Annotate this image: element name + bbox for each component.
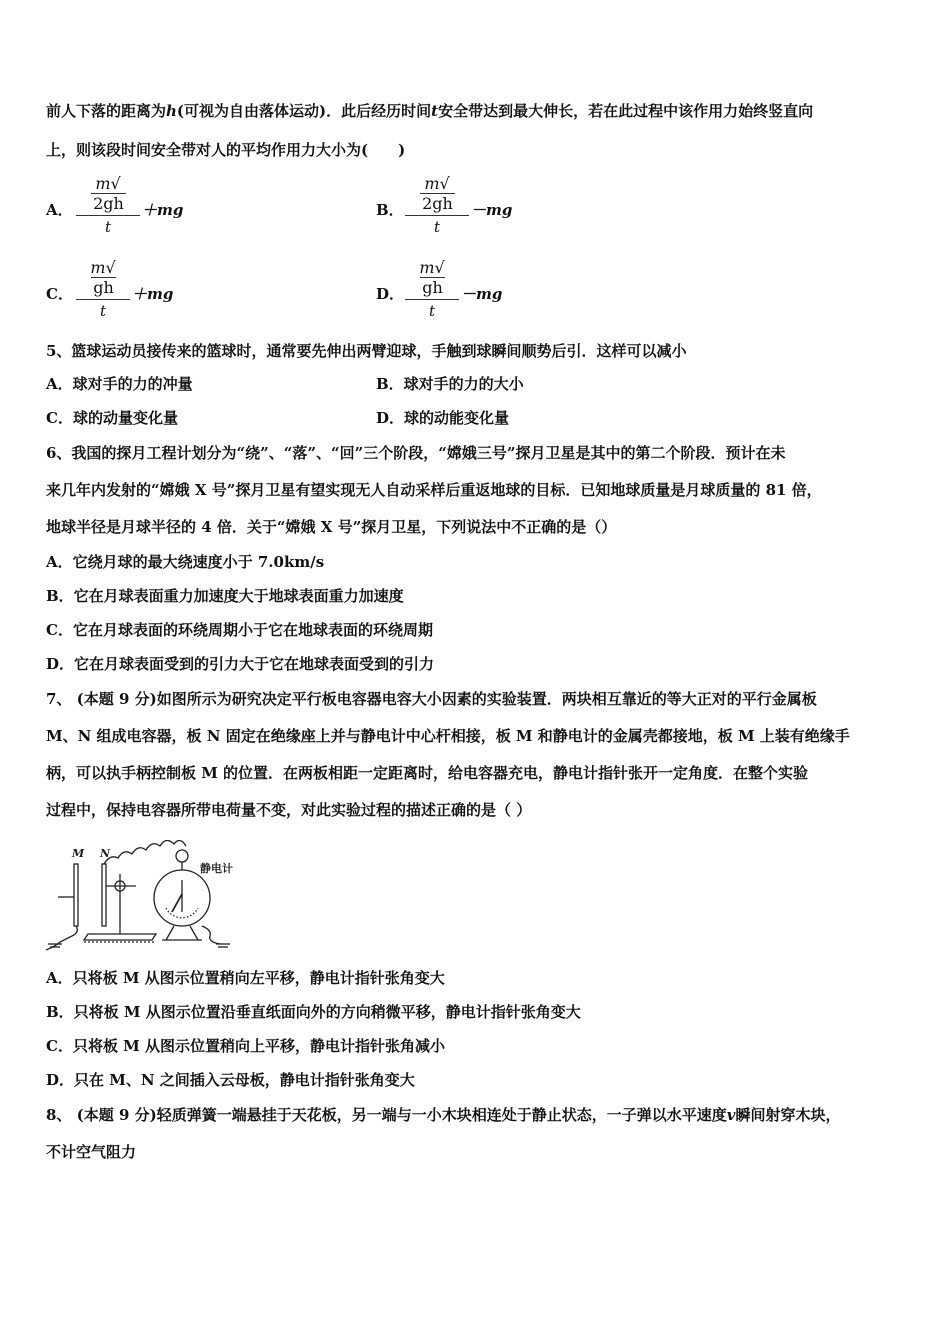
fraction-denominator: t: [99, 302, 107, 320]
q4-text: 安全带达到最大伸长，若在此过程中该作用力始终竖直向: [438, 102, 814, 120]
q7-stem-line-2: M、N 组成电容器，板 N 固定在绝缘座上并与静电计中心杆相接，板 M 和静电计的金属壳都接地，板 M 上装有绝缘手: [46, 727, 850, 745]
radicand: 2gh: [93, 194, 124, 213]
q7-option-d: D．只在 M、N 之间插入云母板，静电计指针张角变大: [46, 1071, 415, 1089]
q7-option-b: B．只将板 M 从图示位置沿垂直纸面向外的方向稍微平移，静电计指针张角变大: [46, 1003, 581, 1021]
radicand: gh: [422, 278, 443, 297]
fraction-numerator: m√2gh: [405, 174, 469, 216]
var-m: m: [95, 174, 111, 193]
q5-option-a: A．球对手的力的冲量: [46, 375, 193, 393]
fraction-denominator: t: [104, 218, 112, 236]
q4-option-d-tail: －mg: [461, 285, 503, 303]
q5-option-c: C．球的动量变化量: [46, 409, 178, 427]
fraction-numerator: m√2gh: [76, 174, 140, 216]
q4-stem-line-2: 上，则该段时间安全带对人的平均作用力大小为( ): [46, 141, 406, 159]
var-m: m: [419, 258, 435, 277]
fig-label-meter: 静电计: [200, 862, 233, 875]
electrometer-figure: [44, 840, 244, 952]
q8-var-v: v: [726, 1106, 736, 1124]
q6-option-a: A．它绕月球的最大绕速度小于 7.0km/s: [46, 553, 325, 571]
q4-option-c-tail: ＋mg: [132, 285, 174, 303]
q8-stem-line-1: [46, 1105, 840, 1125]
fraction-numerator: m√gh: [405, 258, 459, 300]
q5-option-b: B．球对手的力的大小: [376, 375, 524, 393]
fig-label-n: N: [100, 847, 111, 860]
radicand: 2gh: [422, 194, 453, 213]
fraction-denominator: t: [433, 218, 441, 236]
q6-stem-line-1: 6、我国的探月工程计划分为“绕”、“落”、“回”三个阶段，“嫦娥三号”探月卫星是其中的第二个阶段．预计在未: [46, 444, 786, 462]
q7-option-c: C．只将板 M 从图示位置稍向上平移，静电计指针张角减小: [46, 1037, 445, 1055]
plate-n: [102, 864, 106, 926]
var-m: m: [424, 174, 440, 193]
q7-stem-line-4: 过程中，保持电容器所带电荷量不变，对此实验过程的描述正确的是（ ）: [46, 801, 532, 819]
q7-option-a: A．只将板 M 从图示位置稍向左平移，静电计指针张角变大: [46, 969, 445, 987]
ground-wire-meter: [202, 926, 220, 944]
q4-option-b-fraction: [405, 174, 469, 236]
q5-stem: 5、篮球运动员接传来的篮球时，通常要先伸出两臂迎球，手触到球瞬间顺势后引．这样可以减小: [46, 342, 687, 360]
electrometer-knob: [176, 850, 188, 862]
fraction-numerator: m√gh: [76, 258, 130, 300]
q4-option-d-fraction: [405, 258, 459, 320]
q8-text: 瞬间射穿木块，: [735, 1106, 841, 1124]
q4-option-c-label: C．: [46, 285, 73, 303]
radicand: gh: [93, 278, 114, 297]
q4-option-b-tail: －mg: [471, 201, 513, 219]
coiled-wire: [104, 840, 186, 864]
q5-option-d: D．球的动能变化量: [376, 409, 510, 427]
q4-text: 前人下落的距离为: [46, 102, 167, 120]
q6-option-c: C．它在月球表面的环绕周期小于它在地球表面的环绕周期: [46, 621, 433, 639]
q4-var-h: h: [166, 102, 177, 120]
var-m: m: [90, 258, 106, 277]
plate-m: [74, 864, 78, 926]
q6-stem-line-2: 来几年内发射的“嫦娥 X 号”探月卫星有望实现无人自动采样后重返地球的目标．已知地球质量是月球质量的 81 倍，: [46, 481, 822, 499]
q7-stem-line-1: 7、 (本题 9 分)如图所示为研究决定平行板电容器电容大小因素的实验装置．两块相互靠近的等大正对的平行金属板: [46, 690, 817, 708]
q6-stem-line-3: 地球半径是月球半径的 4 倍．关于“嫦娥 X 号”探月卫星，下列说法中不正确的是（）: [46, 518, 617, 536]
q4-option-a-label: A．: [46, 201, 73, 219]
q4-option-a-tail: ＋mg: [142, 201, 184, 219]
q4-text: (可视为自由落体运动)．此后经历时间: [176, 102, 432, 120]
q4-option-b-label: B．: [376, 201, 404, 219]
q6-option-d: D．它在月球表面受到的引力大于它在地球表面受到的引力: [46, 655, 435, 673]
q6-option-b: B．它在月球表面重力加速度大于地球表面重力加速度: [46, 587, 404, 605]
q7-stem-line-3: 柄，可以执手柄控制板 M 的位置．在两板相距一定距离时，给电容器充电，静电计指针张开一定角度．在整个实验: [46, 764, 809, 782]
q4-option-d-label: D．: [376, 285, 405, 303]
fig-label-m: M: [72, 847, 85, 860]
q8-text: 8、 (本题 9 分)轻质弹簧一端悬挂于天花板，另一端与一小木块相连处于静止状态，一子弹以水平速度: [46, 1106, 727, 1124]
q8-stem-line-2: 不计空气阻力: [46, 1143, 137, 1161]
q4-option-a-fraction: [76, 174, 140, 236]
q4-var-t: t: [431, 102, 439, 120]
q4-option-c-fraction: [76, 258, 130, 320]
q4-stem-line-1: [46, 101, 813, 121]
fraction-denominator: t: [428, 302, 436, 320]
